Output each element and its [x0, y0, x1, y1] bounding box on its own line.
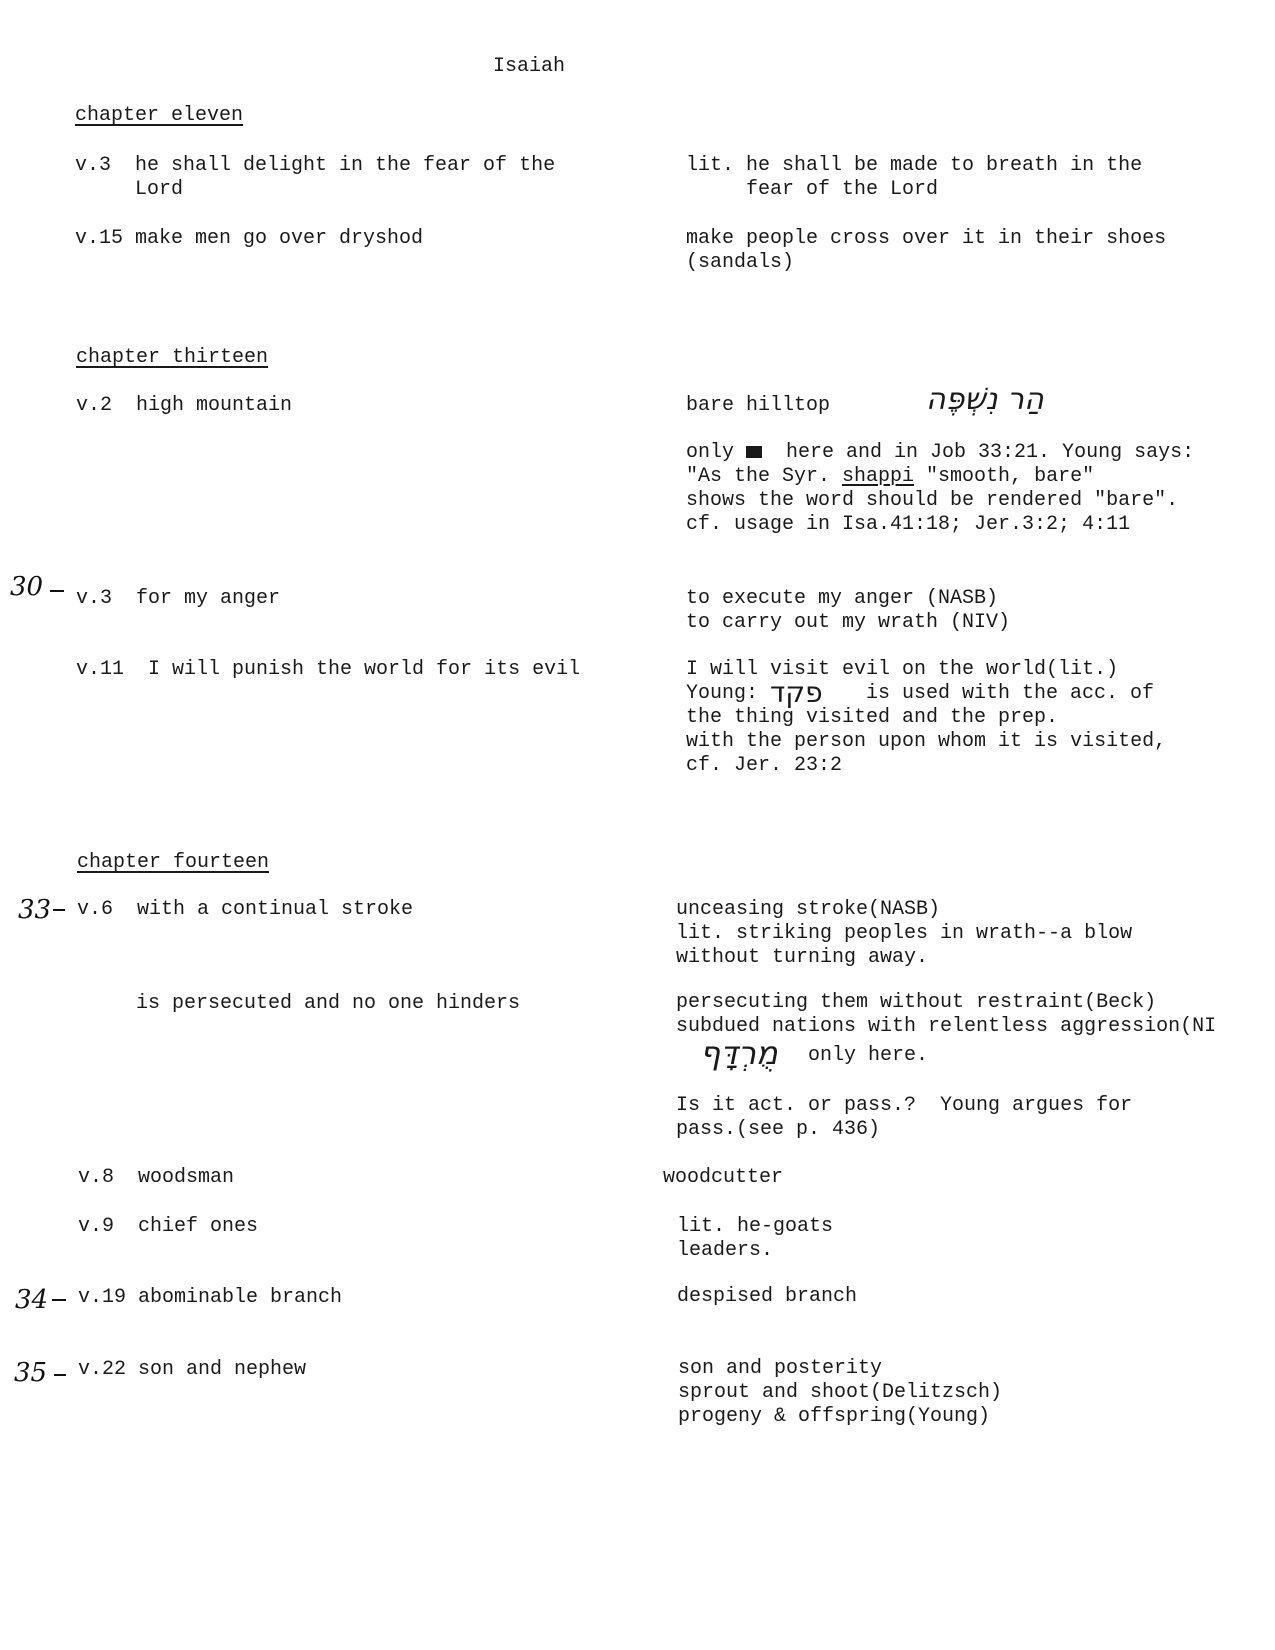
margin-number-30: 30 [10, 572, 44, 602]
note-13-2-syr-b: "smooth, bare" [914, 465, 1095, 488]
chapter-heading-eleven: chapter eleven [75, 104, 244, 127]
margin-number-33: 33 [18, 895, 52, 925]
note-13-2-only: only [686, 441, 747, 464]
kjv-text-11-15: v.15 make men go over dryshod [75, 227, 424, 250]
note-14-6: unceasing stroke(NASB) lit. striking peoples in wrath--a blow without turning away. [676, 898, 1133, 969]
margin-dash [50, 590, 64, 592]
note-13-2-syr-a: "As the Syr. [686, 465, 843, 488]
kjv-text-14-9: v.9 chief ones [78, 1215, 259, 1238]
kjv-text-14-6: v.6 with a continual stroke [77, 898, 414, 921]
kjv-text-14-19: v.19 abominable branch [78, 1286, 343, 1309]
note-13-11-visit: I will visit evil on the world(lit.) [686, 658, 1119, 681]
note-11-15: make people cross over it in their shoes (sandals) [686, 227, 1167, 274]
note-13-11-acc: is used with the acc. of [866, 682, 1155, 705]
note-13-3: to execute my anger (NASB) to carry out my wrath (NIV) [686, 587, 1011, 634]
note-14-19: despised branch [677, 1285, 858, 1308]
chapter-heading-thirteen: chapter thirteen [76, 346, 269, 369]
note-11-3: lit. he shall be made to breath in the fear of the Lord [686, 154, 1143, 201]
note-13-2-syr [686, 465, 1094, 489]
verse-ref-11-3: v.3 [75, 154, 112, 177]
margin-dash [54, 1374, 66, 1376]
kjv-text-13-3: v.3 for my anger [76, 587, 281, 610]
kjv-text-14-22: v.22 son and nephew [78, 1358, 307, 1381]
note-14-6b: persecuting them without restraint(Beck) subdued nations with relentless aggression(NI [676, 991, 1217, 1038]
note-13-2: bare hilltop [686, 394, 831, 417]
note-14-9: lit. he-goats leaders. [677, 1215, 834, 1262]
note-13-2-detail [686, 441, 1194, 465]
kjv-text-14-6b: is persecuted and no one hinders [136, 992, 521, 1015]
page-title: Isaiah [493, 55, 566, 78]
margin-dash [52, 1299, 66, 1301]
hebrew-murdaf: מֻרְדָּף [700, 1034, 778, 1072]
chapter-heading-fourteen: chapter fourteen [77, 851, 270, 874]
hebrew-paqad: פקד [770, 676, 823, 709]
note-14-6b-only: only here. [808, 1044, 929, 1067]
kjv-text-11-3: he shall delight in the fear of the Lord [135, 154, 556, 201]
kjv-text-14-8: v.8 woodsman [78, 1166, 235, 1189]
note-13-11-young: Young: [686, 682, 759, 705]
hebrew-har-nishpeh: הַר נִשְׁפֶּה [926, 382, 1044, 417]
word-shappi: shappi [842, 465, 915, 488]
margin-dash [53, 909, 65, 911]
margin-number-35: 35 [14, 1358, 48, 1388]
margin-number-34: 34 [15, 1285, 49, 1315]
kjv-text-13-11: v.11 I will punish the world for its evil [76, 658, 581, 681]
note-14-22: son and posterity sprout and shoot(Delitzsch) progeny & offspring(Young) [678, 1357, 1003, 1428]
note-14-6b-question: Is it act. or pass.? Young argues for pass.(see p. 436) [676, 1094, 1133, 1141]
kjv-text-13-2: v.2 high mountain [76, 394, 293, 417]
note-13-2-usage: shows the word should be rendered "bare". cf. usage in Isa.41:18; Jer.3:2; 4:11 [686, 489, 1179, 536]
note-14-8: woodcutter [663, 1166, 784, 1189]
note-13-2-job: here and in Job 33:21. Young says: [786, 441, 1195, 464]
note-13-11-prep: the thing visited and the prep. with the person upon whom it is visited, cf. Jer. 23:2 [686, 706, 1167, 777]
struck-out-mark [746, 446, 762, 458]
